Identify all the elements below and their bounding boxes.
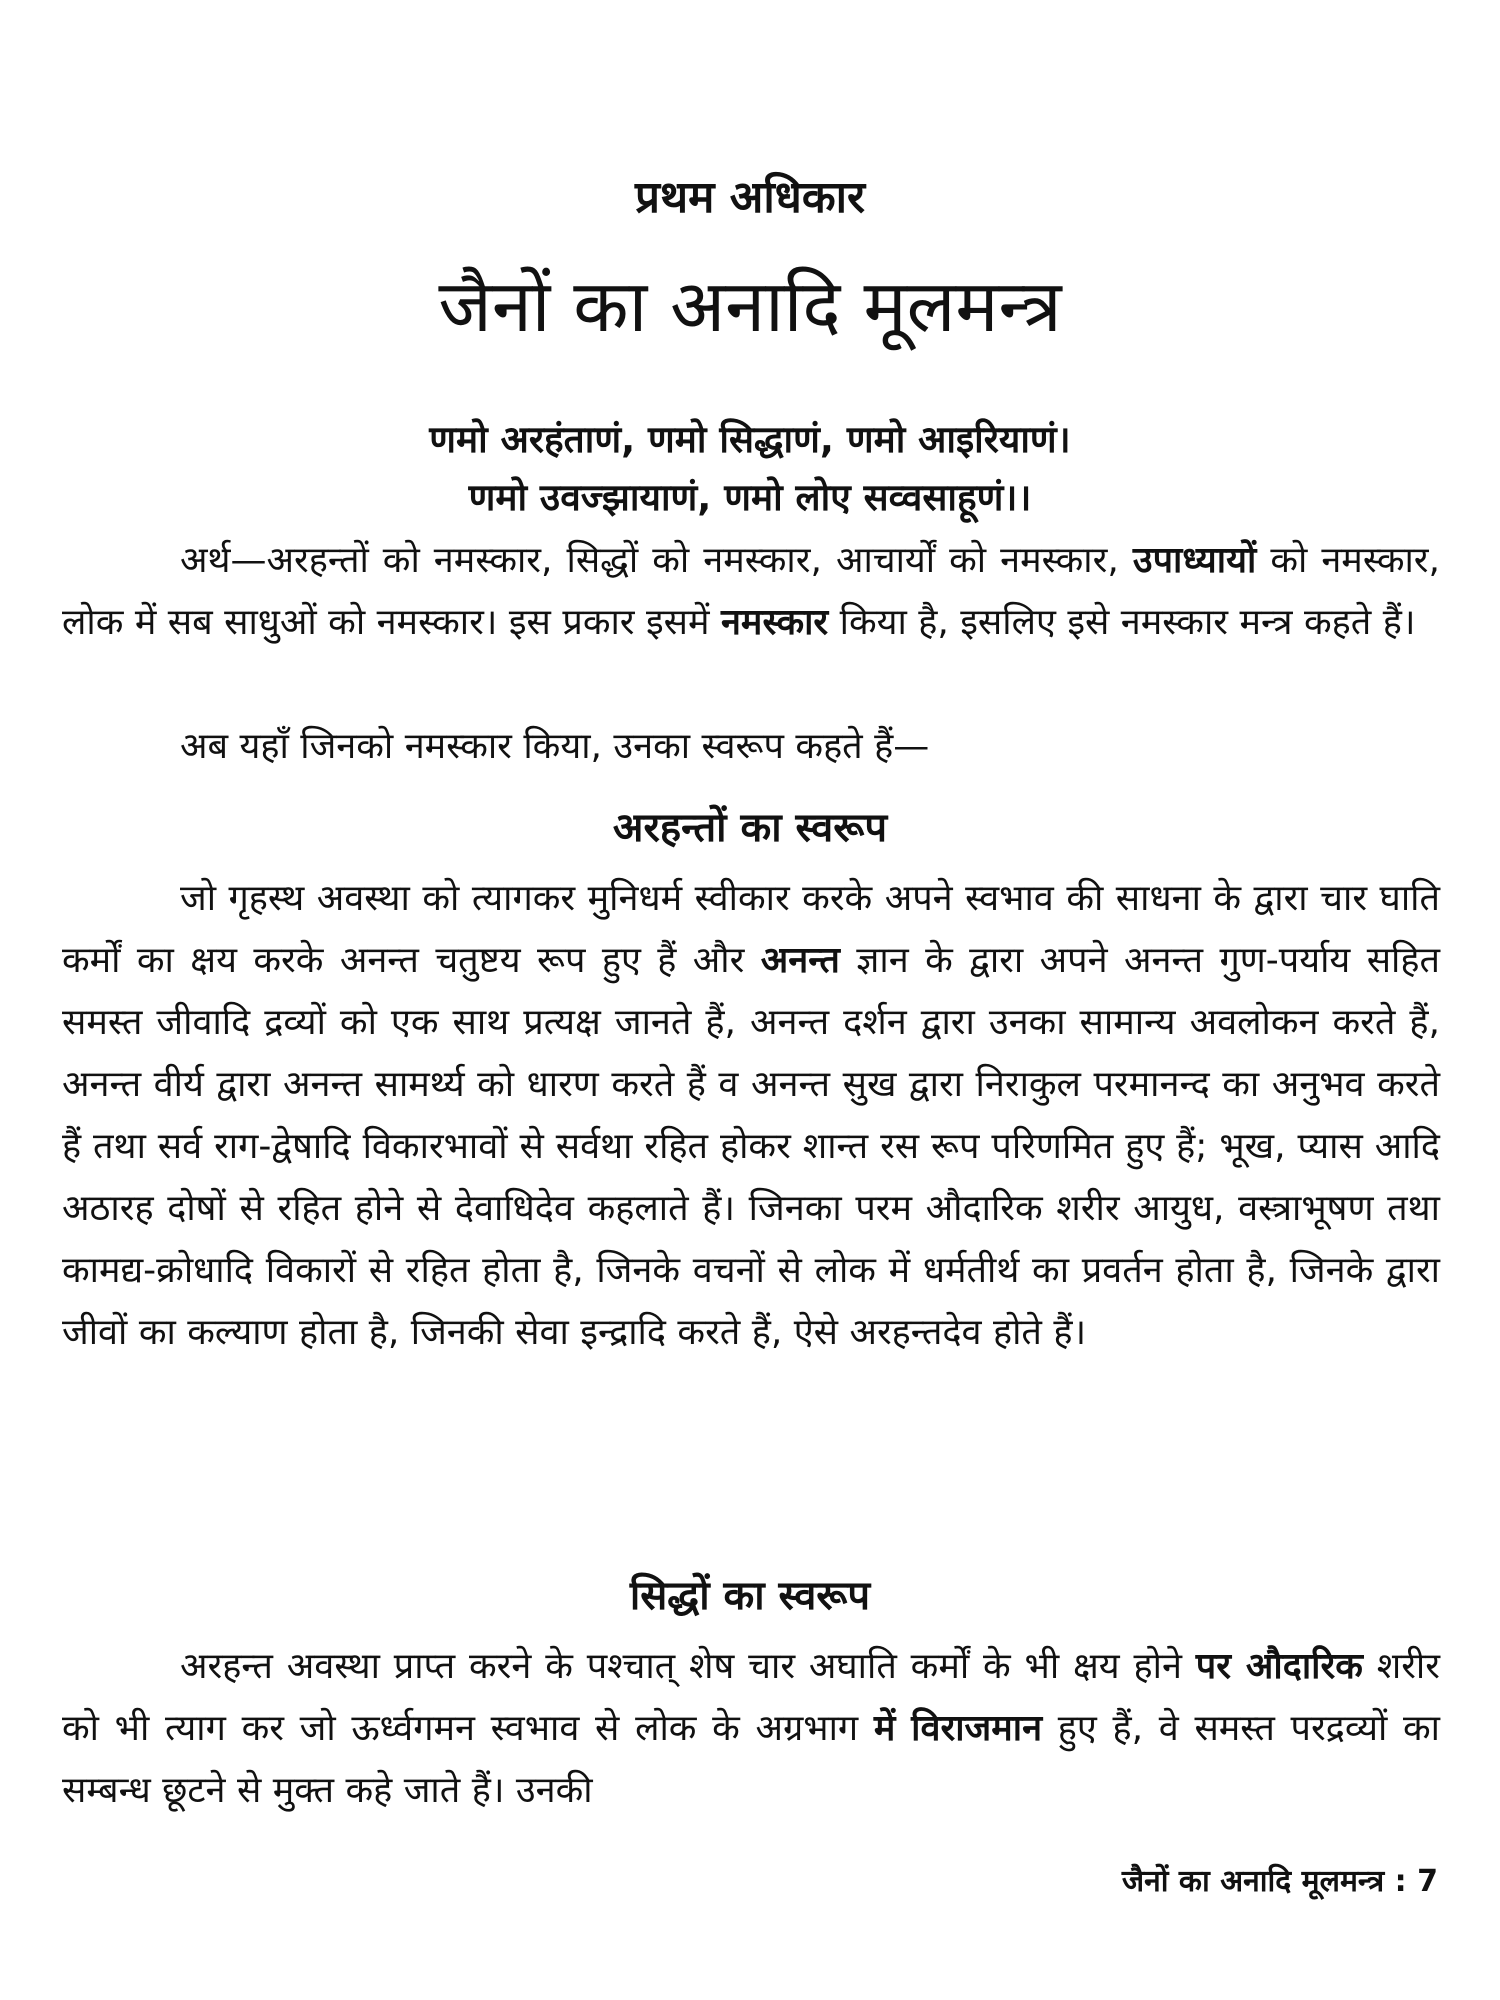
arhant-text-a: जो गृहस्थ अवस्था को त्यागकर मुनिधर्म स्वीकार करके अपने स्वभाव की साधना के द्वारा चार घाति कर्मों का क्षय करके अनन्त चतुष्टय रूप हुए हैं और — [62, 878, 1440, 981]
siddha-heading: सिद्धों का स्वरूप — [629, 1573, 871, 1619]
siddha-text-f: हुए हैं, वे समस्त परद्रव्यों का सम्बन्ध छूटने से मुक्त कहे जाते हैं। उनकी — [62, 1708, 1440, 1811]
footer-separator: : — [1394, 1864, 1407, 1899]
artha-bold-upadhyay: उपाध्यायों — [1132, 540, 1257, 581]
mantra-line-2: णमो उवज्झायाणं, णमो लोए सव्वसाहूणं।। — [468, 476, 1032, 519]
mantra-line-1: णमो अरहंताणं, णमो सिद्धाणं, णमो आइरियाणं। — [429, 418, 1071, 461]
artha-text-e: किया है, इसलिए इसे नमस्कार मन्त्र कहते हैं। — [839, 602, 1416, 643]
chapter-label: प्रथम अधिकार — [634, 172, 866, 223]
artha-bold-namaskar: नमस्कार — [720, 602, 829, 643]
arhant-heading: अरहन्तों का स्वरूप — [612, 805, 888, 851]
chapter-title: जैनों का अनादि मूलमन्त्र — [438, 264, 1062, 348]
arhant-paragraph — [62, 868, 1440, 1364]
arhant-bold-anant: अनन्त — [760, 940, 840, 981]
intro-paragraph — [62, 716, 1440, 778]
page-footer — [1122, 1862, 1438, 1902]
siddha-bold-virajman: विराजमान — [911, 1708, 1043, 1749]
siddha-text-c: शरीर को भी त्याग कर जो ऊर्ध्वगमन स्वभाव से लोक के अग्रभाग — [62, 1646, 1440, 1749]
artha-text-c: को नमस्कार, लोक में सब साधुओं को नमस्कार। इस प्रकार इसमें — [62, 540, 1440, 643]
siddha-bold-mein: में — [873, 1708, 896, 1749]
siddha-text-a: अरहन्त अवस्था प्राप्त करने के पश्चात् शेष चार अघाति कर्मों के भी क्षय होने — [180, 1646, 1182, 1687]
siddha-paragraph — [62, 1636, 1440, 1822]
siddha-bold-audarik: पर औदारिक — [1195, 1646, 1363, 1687]
arhant-text-c: ज्ञान के द्वारा अपने अनन्त गुण-पर्याय सहित समस्त जीवादि द्रव्यों को एक साथ प्रत्यक्ष जानते हैं, अनन्त दर्शन द्वारा उनका सामान्य अवलोकन करते हैं, अनन्त वीर्य द्वारा अनन्त सामर्थ्य को धारण करते हैं व अनन्त सुख द्वारा निराकुल परमानन्द का अनुभव करते हैं तथा सर्व राग-द्वेषादि विकारभावों से सर्वथा रहित होकर शान्त रस रूप परिणमित हुए हैं; भूख, प्यास आदि अठारह दोषों से रहित होने से देवाधिदेव कहलाते हैं। जिनका परम औदारिक शरीर आयुध, वस्त्राभूषण तथा कामद्य-क्रोधादि विकारों से रहित होता है, जिनके वचनों से लोक में धर्मतीर्थ का प्रवर्तन होता है, जिनके द्वारा जीवों का कल्याण होता है, जिनकी सेवा इन्द्रादि करते हैं, ऐसे अरहन्तदेव होते हैं। — [62, 940, 1440, 1353]
artha-text-a: अर्थ—अरहन्तों को नमस्कार, सिद्धों को नमस्कार, आचार्यों को नमस्कार, — [180, 540, 1119, 581]
intro-text: अब यहाँ जिनको नमस्कार किया, उनका स्वरूप कहते हैं— — [180, 726, 930, 767]
running-title: जैनों का अनादि मूलमन्त्र — [1121, 1864, 1385, 1899]
page-number: 7 — [1417, 1864, 1438, 1899]
artha-paragraph — [62, 530, 1440, 654]
